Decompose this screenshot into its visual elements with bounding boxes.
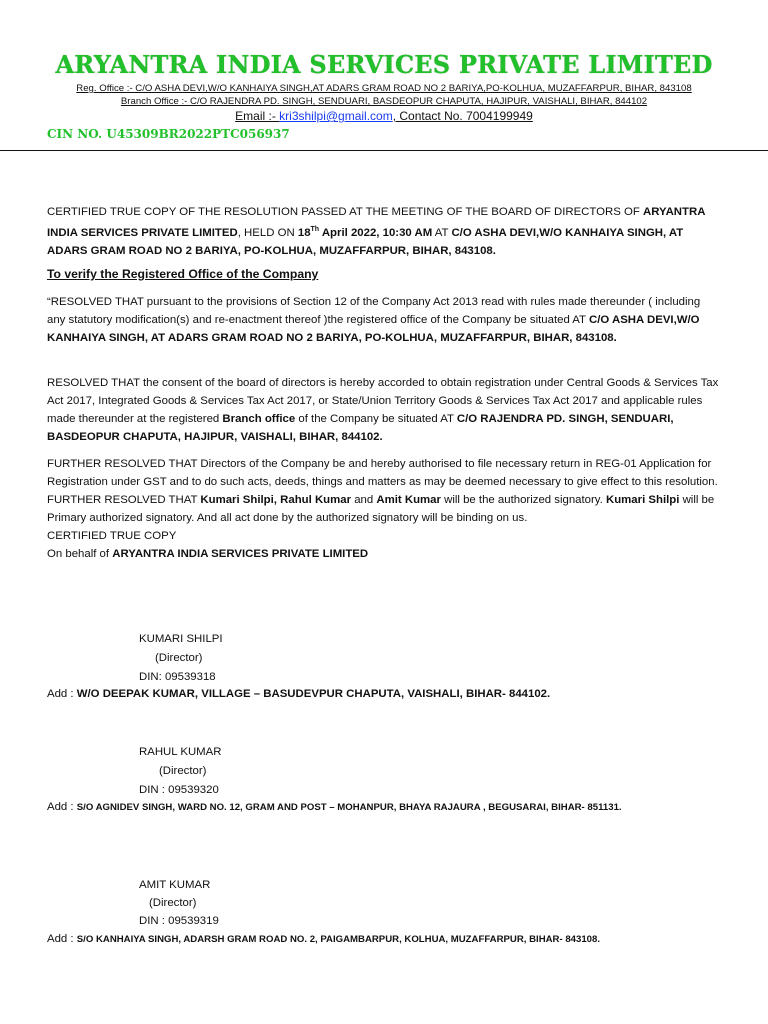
contact-number: , Contact No. 7004199949 [392, 109, 533, 123]
further-resolution [47, 455, 719, 563]
director-din: DIN : 09539320 [139, 784, 219, 796]
further-resolution-2: FURTHER RESOLVED THAT Kumari Shilpi, Rahul Kumar and Amit Kumar will be the authorized signatory. Kumari Shilpi will be Primary authorized signatory. And all act done by the authorized signatory will be binding on us. [47, 494, 715, 524]
director-address: Add : W/O DEEPAK KUMAR, VILLAGE – BASUDEVPUR CHAPUTA, VAISHALI, BIHAR- 844102. [47, 688, 551, 700]
certified-true-copy: CERTIFIED TRUE COPY [47, 530, 177, 542]
gst-resolution: RESOLVED THAT the consent of the board of directors is hereby accorded to obtain registration under Central Goods & Services Tax Act 2017, Integrated Goods & Services Tax Act 2017, or State/Union Territory Goods & Services Tax Act 2017 and applicable rules made thereunder at the registered Branch office of the Company be situated AT C/O RAJENDRA PD. SINGH, SENDUARI, BASDEOPUR CHAPUTA, HAJIPUR, VAISHALI, BIHAR, 844102. [47, 377, 719, 443]
registered-office-resolution: “RESOLVED THAT pursuant to the provisions of Section 12 of the Company Act 2013 read with rules made thereunder ( including any statutory modification(s) and re-enactment thereof )the registered office of the Company be situated AT C/O ASHA DEVI,W/O KANHAIYA SINGH, AT ADARS GRAM ROAD NO 2 BARIYA, PO-KOLHUA, MUZAFFARPUR, BIHAR, 843108. [47, 296, 701, 344]
director-name: KUMARI SHILPI [139, 633, 223, 645]
email-link[interactable]: kri3shilpi@gmail.com [279, 109, 393, 123]
branch-office-line: Branch Office :- C/O RAJENDRA PD. SINGH, SENDUARI, BASDEOPUR CHAPUTA, HAJIPUR, VAISHALI, BIHAR, 844102 [120, 96, 648, 107]
intro-paragraph: CERTIFIED TRUE COPY OF THE RESOLUTION PASSED AT THE MEETING OF THE BOARD OF DIRECTORS OF ARYANTRA INDIA SERVICES PRIVATE LIMITED, HELD ON 18Th April 2022, 10:30 AM AT C/O ASHA DEVI,W/O KANHAIYA SINGH, AT ADARS GRAM ROAD NO 2 BARIYA, PO-KOLHUA, MUZAFFARPUR, BIHAR, 843108. [47, 206, 706, 257]
director-address: Add : S/O AGNIDEV SINGH, WARD NO. 12, GRAM AND POST – MOHANPUR, BHAYA RAJAURA , BEGUSARAI, BIHAR- 851131. [47, 801, 622, 813]
director-din: DIN: 09539318 [139, 671, 216, 683]
further-resolution-1: FURTHER RESOLVED THAT Directors of the Company be and hereby authorised to file necessary return in REG-01 Application for Registration under GST and to do such acts, deeds, things and matters as may be deemed necessary to give effect to this resolution. [47, 458, 718, 488]
header-divider [0, 150, 768, 151]
company-name: ARYANTRA INDIA SERVICES PRIVATE LIMITED [55, 50, 713, 79]
on-behalf-line: On behalf of ARYANTRA INDIA SERVICES PRIVATE LIMITED [47, 548, 369, 560]
director-name: AMIT KUMAR [139, 879, 211, 891]
director-role: (Director) [155, 652, 203, 664]
section-heading: To verify the Registered Office of the Company [47, 267, 319, 281]
email-label: Email :- [235, 109, 280, 123]
director-din: DIN : 09539319 [139, 915, 219, 927]
meeting-address: C/O ASHA DEVI,W/O KANHAIYA SINGH, AT ADARS GRAM ROAD NO 2 BARIYA, PO-KOLHUA, MUZAFFARPUR, BIHAR, 843108. [47, 226, 684, 257]
director-role: (Director) [159, 765, 207, 777]
company-name-inline: ARYANTRA INDIA SERVICES PRIVATE LIMITED [47, 206, 706, 239]
director-name: RAHUL KUMAR [139, 746, 222, 758]
director-address: Add : S/O KANHAIYA SINGH, ADARSH GRAM ROAD NO. 2, PAIGAMBARPUR, KOLHUA, MUZAFFARPUR, BIHAR- 843108. [47, 933, 601, 945]
meeting-date: 18Th April 2022, 10:30 AM [297, 226, 433, 239]
registered-office-line: Reg. Office :- C/O ASHA DEVI,W/O KANHAIYA SINGH,AT ADARS GRAM ROAD NO 2 BARIYA,PO-KOLHUA, MUZAFFARPUR, BIHAR, 843108 [76, 83, 692, 94]
cin-number: CIN NO. U45309BR2022PTC056937 [47, 127, 290, 141]
director-role: (Director) [149, 897, 197, 909]
contact-line [0, 109, 768, 123]
